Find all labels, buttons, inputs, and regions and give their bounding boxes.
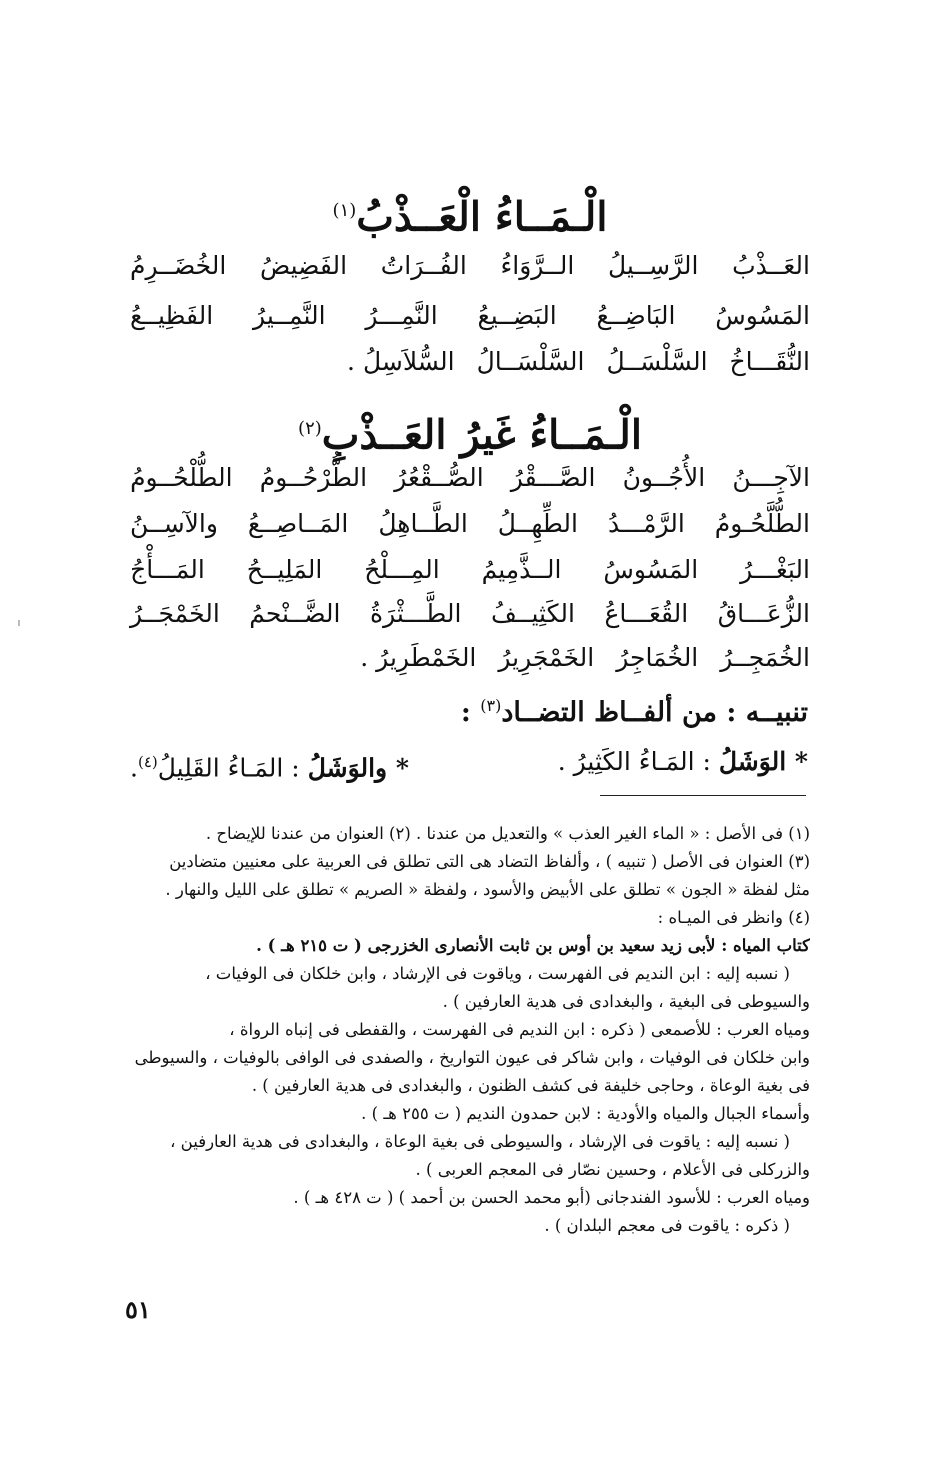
- heading-sweet-note: (١): [332, 200, 357, 221]
- salty-row-1: [130, 456, 810, 500]
- word: الطِّهِــلُ: [497, 509, 578, 538]
- word: الفُــرَاتُ: [380, 251, 467, 280]
- word: المِـــلْحُ: [364, 555, 440, 584]
- word: الفَظِيــعُ: [130, 301, 214, 330]
- word: البَاضِــعُ: [596, 301, 676, 330]
- pair-little: [130, 740, 409, 790]
- footnote-line: والسيوطى فى البغية ، والبغدادى فى هدية العارفين ) .: [442, 992, 810, 1011]
- word: الآجِـــنُ: [732, 463, 810, 492]
- word: الرَّمْـــدُ: [607, 509, 685, 538]
- word: الخُمَجِــرُ: [720, 643, 810, 672]
- sweet-row-1: [130, 244, 810, 288]
- footnote-line: ( نسبه إليه : ابن النديم فى الفهرست ، وياقوت فى الإرشاد ، وابن خلكان فى الوفيات ،: [205, 964, 790, 983]
- pair-note: (٤): [137, 753, 158, 771]
- notice-colon: :: [460, 697, 471, 728]
- footnote-line: (٣) العنوان فى الأصل ( تنبيه ) ، وألفاظ التضاد هى التى تطلق فى العربية على معنيين متضادين: [169, 852, 810, 871]
- word: الطَّـــثْرَةُ: [369, 599, 462, 628]
- sweet-row-2: [130, 294, 810, 338]
- word: الطُّرْحُــومُ: [259, 463, 368, 492]
- notice-text: تنبيــه : من ألفــاظ التضــاد: [501, 697, 808, 728]
- word: الرَّسِــيلُ: [607, 251, 699, 280]
- pair-meaning: : المَـاءُ الكَثِيرُ .: [557, 747, 711, 776]
- word: الــرَّوَاءُ: [500, 251, 575, 280]
- heading-sweet-title: الْـمَــاءُ الْعَــذْبُ: [356, 193, 608, 241]
- word: السَّلْسَــلُ: [606, 347, 708, 376]
- word: الطُّلَّحُـومُ: [714, 509, 810, 538]
- footnote-line: والزركلى فى الأعلام ، وحسين نصّار فى المعجم العربى ) .: [415, 1160, 810, 1179]
- word: الفَضِيضُ: [260, 251, 348, 280]
- word: الطُّلْحُــومُ: [130, 463, 233, 492]
- footnote-line: وابن خلكان فى الوفيات ، وابن شاكر فى عيون التواريخ ، والصفدى فى الوافى بالوفيات ، والسيوطى: [134, 1048, 810, 1067]
- word: الكَثِيــفُ: [490, 599, 575, 628]
- word: الصُّــقْعُرُ: [394, 463, 484, 492]
- page-number: ٥١: [125, 1295, 151, 1324]
- word: المَـــأْجُ: [130, 555, 205, 584]
- pair-term: * والوَشَلُ: [307, 753, 409, 783]
- footnote-line-bold: كتاب المياه : لأبى زيد سعيد بن أوس بن ثابت الأنصارى الخزرجى ( ت ٢١٥ هـ ) .: [256, 936, 810, 955]
- word: الأُجُــونُ: [622, 463, 706, 492]
- heading-sweet-water: [120, 186, 820, 242]
- word: الخَمْطَرِيرُ .: [360, 643, 477, 672]
- salty-row-3: [130, 548, 810, 592]
- word: النَّمِــيرُ: [253, 301, 326, 330]
- word: العَــذْبُ: [732, 251, 810, 280]
- footnote-line: ومياه العرب : للأسود الفندجانى (أبو محمد الحسن بن أحمد ) ( ت ٤٢٨ هـ ) .: [293, 1188, 810, 1207]
- footnote-line: وأسماء الجبال والمياه والأودية : لابن حمدون النديم ( ت ٢٥٥ هـ ) .: [361, 1104, 810, 1123]
- salty-row-2: [130, 502, 810, 546]
- footnote-line: (٤) وانظر فى الميـاه :: [657, 908, 810, 927]
- pair-term: * الوَشَلُ: [718, 747, 808, 776]
- notice-note: (٣): [480, 696, 502, 715]
- word: النُّقَـــاخُ: [729, 347, 810, 376]
- word: الصَّـــقْرُ: [510, 463, 596, 492]
- word: الضَّــنْحمُ: [249, 599, 341, 628]
- word: الطَّــاهِلُ: [378, 509, 468, 538]
- footnote-line: مثل لفظة « الجون » تطلق على الأبيض والأسود ، ولفظة « الصريم » تطلق على الليل والنهار .: [165, 880, 810, 899]
- pair-meaning: : المَـاءُ القَلِيلُ: [157, 753, 300, 783]
- heading-salty-water: [120, 404, 820, 460]
- word: القُعَـــاعُ: [604, 599, 689, 628]
- word: النَّمِـــرُ: [365, 301, 438, 330]
- pair-end: .: [130, 753, 138, 783]
- word: البَغْـــرُ: [740, 555, 810, 584]
- heading-salty-title: الْـمَــاءُ غَيرُ العَــذْبِ: [321, 411, 642, 459]
- footnote-line: ( نسبه إليه : ياقوت فى الإرشاد ، والسيوطى فى بغية الوعاة ، والبغدادى فى هدية العارفين ،: [170, 1132, 790, 1151]
- word: البَضِــيعُ: [477, 301, 557, 330]
- footnote-line: ومياه العرب : للأصمعى ( ذكره : ابن النديم فى الفهرست ، والقفطى فى إنباه الرواة ،: [229, 1020, 810, 1039]
- footnote-line: (١) فى الأصل : « الماء الغير العذب » والتعديل من عندنا . (٢) العنوان من عندنا للإيضاح .: [205, 824, 810, 843]
- word: المَلِيــحُ: [246, 555, 323, 584]
- salty-row-5: [130, 636, 810, 680]
- scan-mark: [18, 620, 20, 626]
- word: الخَمْجَرِيرُ: [498, 643, 595, 672]
- heading-salty-note: (٢): [298, 418, 322, 439]
- word: الخُضَــرِمُ: [130, 251, 227, 280]
- word: السُّلاَسِلُ .: [347, 347, 455, 376]
- word: الخُمَاجِرُ: [616, 643, 699, 672]
- word: المَسُوسُ: [603, 555, 699, 584]
- word: الــذَّمِيمُ: [481, 555, 562, 584]
- footnote-line: [130, 932, 810, 960]
- word: الزُّعَـــاقُ: [717, 599, 810, 628]
- footnote-separator: [600, 795, 806, 796]
- word: والآسِــنُ: [130, 509, 218, 538]
- salty-row-4: [130, 592, 810, 636]
- word: السَّلْسَــالُ: [476, 347, 585, 376]
- word: الخَمْجَــرُ: [130, 599, 220, 628]
- footnote-line: ( ذكره : ياقوت فى معجم البلدان ) .: [544, 1216, 790, 1235]
- word: المَــاصِــعُ: [247, 509, 349, 538]
- word: المَسُوسُ: [715, 301, 810, 330]
- sweet-row-3: [130, 340, 810, 384]
- pair-plenty: [558, 740, 808, 784]
- notice-heading: [461, 684, 808, 735]
- footnote-line: فى بغية الوعاة ، وحاجى خليفة فى كشف الظنون ، والبغدادى فى هدية العارفين ) .: [251, 1076, 810, 1095]
